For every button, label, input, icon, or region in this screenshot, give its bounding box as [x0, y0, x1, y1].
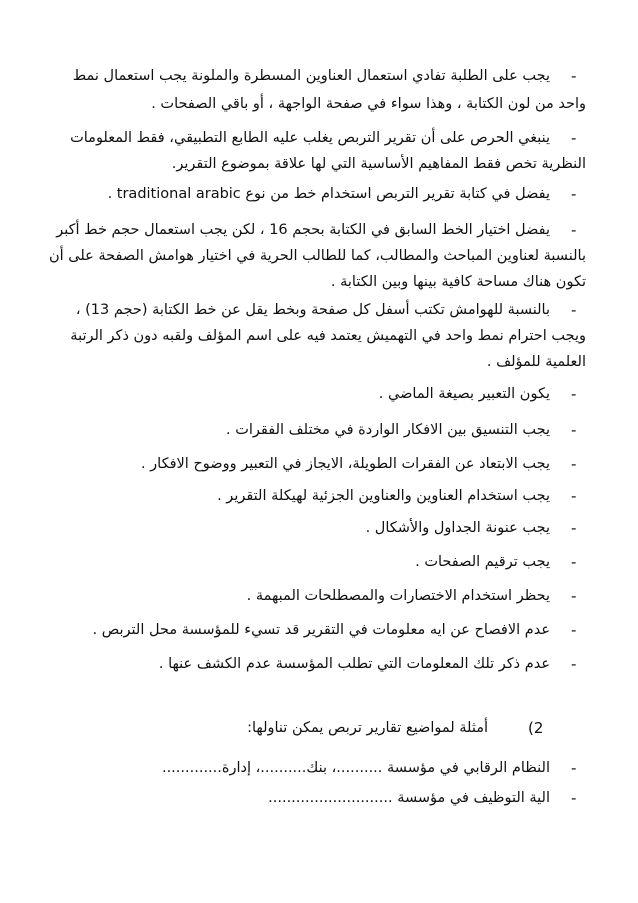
example-item-1: النظام الرقابي في مؤسسة ..........، بنك..........، إدارة.............: [161, 760, 550, 776]
bullet-11: يجب ترقيم الصفحات .: [415, 554, 550, 570]
paragraph-1-line-1: يجب على الطلبة تفادي استعمال العناوين المسطرة والملونة يجب استعمال نمط: [72, 68, 550, 84]
bullet-dash: -: [571, 553, 577, 571]
bullet-13: عدم الافصاح عن ايه معلومات في التقرير قد تسيء للمؤسسة محل التربص .: [92, 622, 550, 638]
paragraph-4-line-3: تكون هناك مساحة كافية بينها وبين الكتابة .: [330, 274, 586, 290]
bullet-dash: -: [571, 587, 577, 605]
bullet-dash: -: [571, 455, 577, 473]
section-number: (2: [528, 719, 544, 737]
paragraph-5-line-2: ويجب احترام نمط واحد في التهميش يعتمد فيه على اسم المؤلف ولقبه دون ذكر الرتبة: [70, 328, 586, 344]
paragraph-2-line-1: ينبغي الحرص على أن تقرير التربص يغلب عليه الطابع التطبيقي، فقط المعلومات: [70, 130, 550, 146]
bullet-6: يكون التعبير بصيغة الماضي .: [378, 386, 550, 402]
section-title: أمثلة لمواضيع تقارير تربص يمكن تناولها:: [247, 720, 488, 736]
bullet-dash: -: [571, 519, 577, 537]
paragraph-5-line-3: العلمية للمؤلف .: [486, 354, 586, 370]
bullet-dash: -: [571, 759, 577, 777]
bullet-dash: -: [571, 621, 577, 639]
bullet-7: يجب التنسيق بين الافكار الواردة في مختلف الفقرات .: [226, 422, 550, 438]
bullet-dash: -: [571, 301, 577, 319]
paragraph-2-line-2: النظرية تخص فقط المفاهيم الأساسية التي لها علاقة بموضوع التقرير.: [171, 156, 586, 172]
paragraph-5-line-1: بالنسبة للهوامش تكتب أسفل كل صفحة وبخط يقل عن خط الكتابة (حجم 13) ،: [75, 302, 550, 318]
bullet-dash: -: [571, 129, 577, 147]
paragraph-1-line-2: واحد من لون الكتابة ، وهذا سواء في صفحة الواجهة ، أو باقي الصفحات .: [151, 96, 586, 112]
bullet-dash: -: [571, 221, 577, 239]
bullet-8: يجب الابتعاد عن الفقرات الطويلة، الايجاز في التعبير ووضوح الافكار .: [140, 456, 550, 472]
paragraph-4-line-1: يفضل اختيار الخط السابق في الكتابة بحجم 16 ، لكن يجب استعمال حجم خط أكبر: [56, 222, 550, 238]
bullet-dash: -: [571, 487, 577, 505]
bullet-dash: -: [571, 385, 577, 403]
example-item-2: الية التوظيف في مؤسسة ...........................: [268, 790, 550, 806]
bullet-dash: -: [571, 655, 577, 673]
bullet-14: عدم ذكر تلك المعلومات التي تطلب المؤسسة عدم الكشف عنها .: [158, 656, 550, 672]
bullet-dash: -: [571, 185, 577, 203]
bullet-10: يجب عنونة الجداول والأشكال .: [365, 520, 550, 536]
bullet-dash: -: [571, 789, 577, 807]
bullet-dash: -: [571, 67, 577, 85]
paragraph-4-line-2: بالنسبة لعناوين المباحث والمطالب، كما للطالب الحرية في اختيار هوامش الصفحة على أن: [48, 248, 586, 264]
paragraph-3-line-1: يفضل في كتابة تقرير التربص استخدام خط من نوع traditional arabic .: [107, 186, 550, 202]
bullet-dash: -: [571, 421, 577, 439]
bullet-12: يحظر استخدام الاختصارات والمصطلحات المبهمة .: [246, 588, 550, 604]
bullet-9: يجب استخدام العناوين والعناوين الجزئية لهيكلة التقرير .: [217, 488, 550, 504]
